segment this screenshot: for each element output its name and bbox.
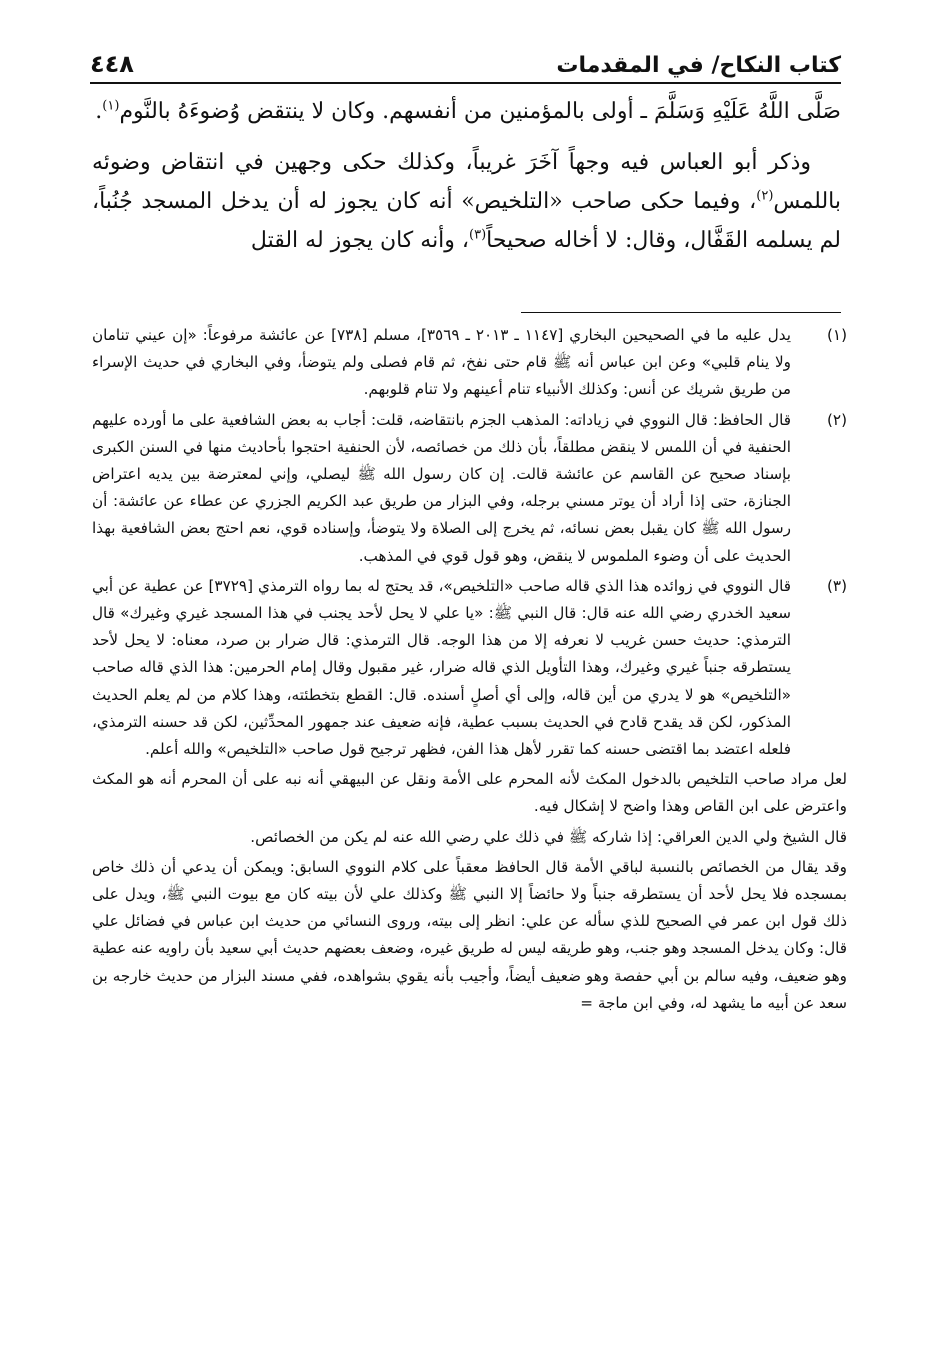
footnote-reference: (٢) bbox=[756, 188, 774, 204]
footnote-number: (٢) bbox=[826, 410, 847, 429]
footnote-number: (٣) bbox=[826, 576, 847, 595]
footnote-1 bbox=[92, 322, 847, 404]
footnote-text: قال الحافظ: قال النووي في زياداته: المذهب الجزم بانتقاضه، قلت: أجاب به بعض الشافعية على ما أورده عليهم الحنفية في أن اللمس لا ينقض مطلقاً، بأن ذلك من خصائصه، لأن الحنفية احتجوا بأحاديث منها في السنن الكبرى بإسناد صحيح عن القاسم عن عائشة قالت. إن كان رسول الله ﷺ ليصلي، وإني لمعترضة بين يديه اعتراض الجنازة، حتى إذا أراد أن يوتر مسني برجله، وفي البزار من طريق عبد الكريم الجزري عن عطاء عن عائشة: أن رسول الله ﷺ كان يقبل بعض نسائه، ثم يخرج إلى الصلاة ولا يتوضأ، وإسناده قوي، نعم احتج بعض الشافعية بهذا الحديث على أن وضوء الملموس لا ينقض، وهو قول قوي في المذهب. bbox=[92, 410, 791, 565]
footnote-reference: (٣) bbox=[469, 227, 487, 243]
paragraph-text: . bbox=[95, 99, 103, 124]
footnote-divider bbox=[521, 312, 841, 313]
footnote-continuation-2: قال الشيخ ولي الدين العراقي: إذا شاركه ﷺ في ذلك علي رضي الله عنه لم يكن من الخصائص. bbox=[250, 827, 847, 846]
footnote-number: (١) bbox=[826, 326, 847, 344]
footnote-reference: (١) bbox=[102, 98, 120, 114]
main-paragraph-1 bbox=[92, 92, 841, 131]
running-title: كتاب النكاح/ في المقدمات bbox=[556, 53, 841, 78]
page-number: ٤٤٨ bbox=[90, 50, 134, 78]
footnote-text: قال النووي في زوائده هذا الذي قاله صاحب «التلخيص»، قد يحتج له بما رواه الترمذي [٣٧٢٩] عن عطية عن أبي سعيد الخدري رضي الله عنه قال: قال النبي ﷺ: «يا علي لا يحل لأحد يجنب في هذا المسجد غيري وغيرك» قال الترمذي: حديث حسن غريب لا نعرفه إلا من هذا الوجه. قال الترمذي: قال ضرار بن صرد، معناه: لا يحل لأحد يستطرقه جنباً غيري وغيرك، وهذا التأويل الذي قاله ضرار، غير مقبول وقال إمام الحرمين: هذا الذي قاله صاحب «التلخيص» هو لا يدري من أين قاله، وإلى أي أصلٍ أسنده. قال: القطع بتخطئته، وهذا كلام من لم يعلم الحديث المذكور، لكن قد يقدح قادح في الحديث بسبب عطية، فإنه ضعيف عند جمهور المحدِّثين، لكن قد حسنه الترمذي، فلعله اعتضد بما اقتضى حسنه كما تقرر لأهل هذا الفن، فظهر ترجيح قول صاحب «التلخيص» والله أعلم. bbox=[92, 576, 791, 759]
footnote-2 bbox=[92, 407, 847, 570]
paragraph-text: وذكر أبو العباس فيه وجهاً آخَرَ غريباً، وكذلك حكى وجهين في انتقاض وضوئه باللمس bbox=[92, 150, 841, 214]
paragraph-text: صَلَّى اللَّهُ عَلَيْهِ وَسَلَّمَ ـ أولى بالمؤمنين من أنفسهم. وكان لا ينتقض وُضوءَهُ بالنَّوم bbox=[119, 99, 841, 124]
main-paragraph-2 bbox=[92, 143, 841, 260]
paragraph-text: ، وأنه كان يجوز له القتل bbox=[250, 228, 470, 253]
main-text bbox=[92, 92, 841, 272]
footnote-continuation-1: لعل مراد صاحب التلخيص بالدخول المكث لأنه المحرم على الأمة ونقل عن البيهقي أنه نبه على أن المحرم أنه هو المكث واعترض على ابن القاص وهذا واضح لا إشكال فيه. bbox=[92, 770, 847, 816]
page-header bbox=[90, 38, 841, 84]
footnote-text: يدل عليه ما في الصحيحين البخاري [١١٤٧ ـ ٢٠١٣ ـ ٣٥٦٩]، مسلم [٧٣٨] عن عائشة مرفوعاً: «إن عيني تنامان ولا ينام قلبي» وعن ابن عباس أنه ﷺ قام حتى نفخ، ثم قام فصلى ولم يتوضأ، وفي البخاري في حديث الإسراء من طريق شريك عن أنس: وكذلك الأنبياء تنام أعينهم ولا تنام قلوبهم. bbox=[92, 326, 791, 399]
paragraph-text: ، وفيما حكى صاحب «التلخيص» أنه كان يجوز له أن يدخل المسجد جُنُباً، لم يسلمه القَفَّال، وقال: لا أخاله صحيحاً bbox=[92, 189, 841, 253]
footnote-continuation-3: وقد يقال من الخصائص بالنسبة لباقي الأمة قال الحافظ معقباً على كلام النووي السابق: ويمكن أن يدعي أن ذلك خاص بمسجده فلا يحل لأحد أن يستطرقه جنباً ولا حائضاً إلا النبي ﷺ وكذلك علي لأن بيته كان مع بيوت النبي ﷺ، ويدل على ذلك قول ابن عمر في الصحيح للذي سأله عن علي: انظر إلى بيته، وروى النسائي من حديث ابن عباس في فضائل علي قال: وكان يدخل المسجد وهو جنب، وهو طريقه ليس له طريق غيره، وضعف بعضهم حديث أبي سعيد بأن راويه عنه عطية وهو ضعيف، وفيه سالم بن أبي حفصة وهو ضعيف أيضاً، وأجيب بأنه يقوي بشواهده، ففي مسند البزار من حديث خارجه بن سعد عن أبيه ما يشهد له، وفي ابن ماجة = bbox=[92, 857, 847, 1012]
footnote-3 bbox=[92, 573, 847, 763]
footnotes bbox=[92, 322, 847, 1020]
